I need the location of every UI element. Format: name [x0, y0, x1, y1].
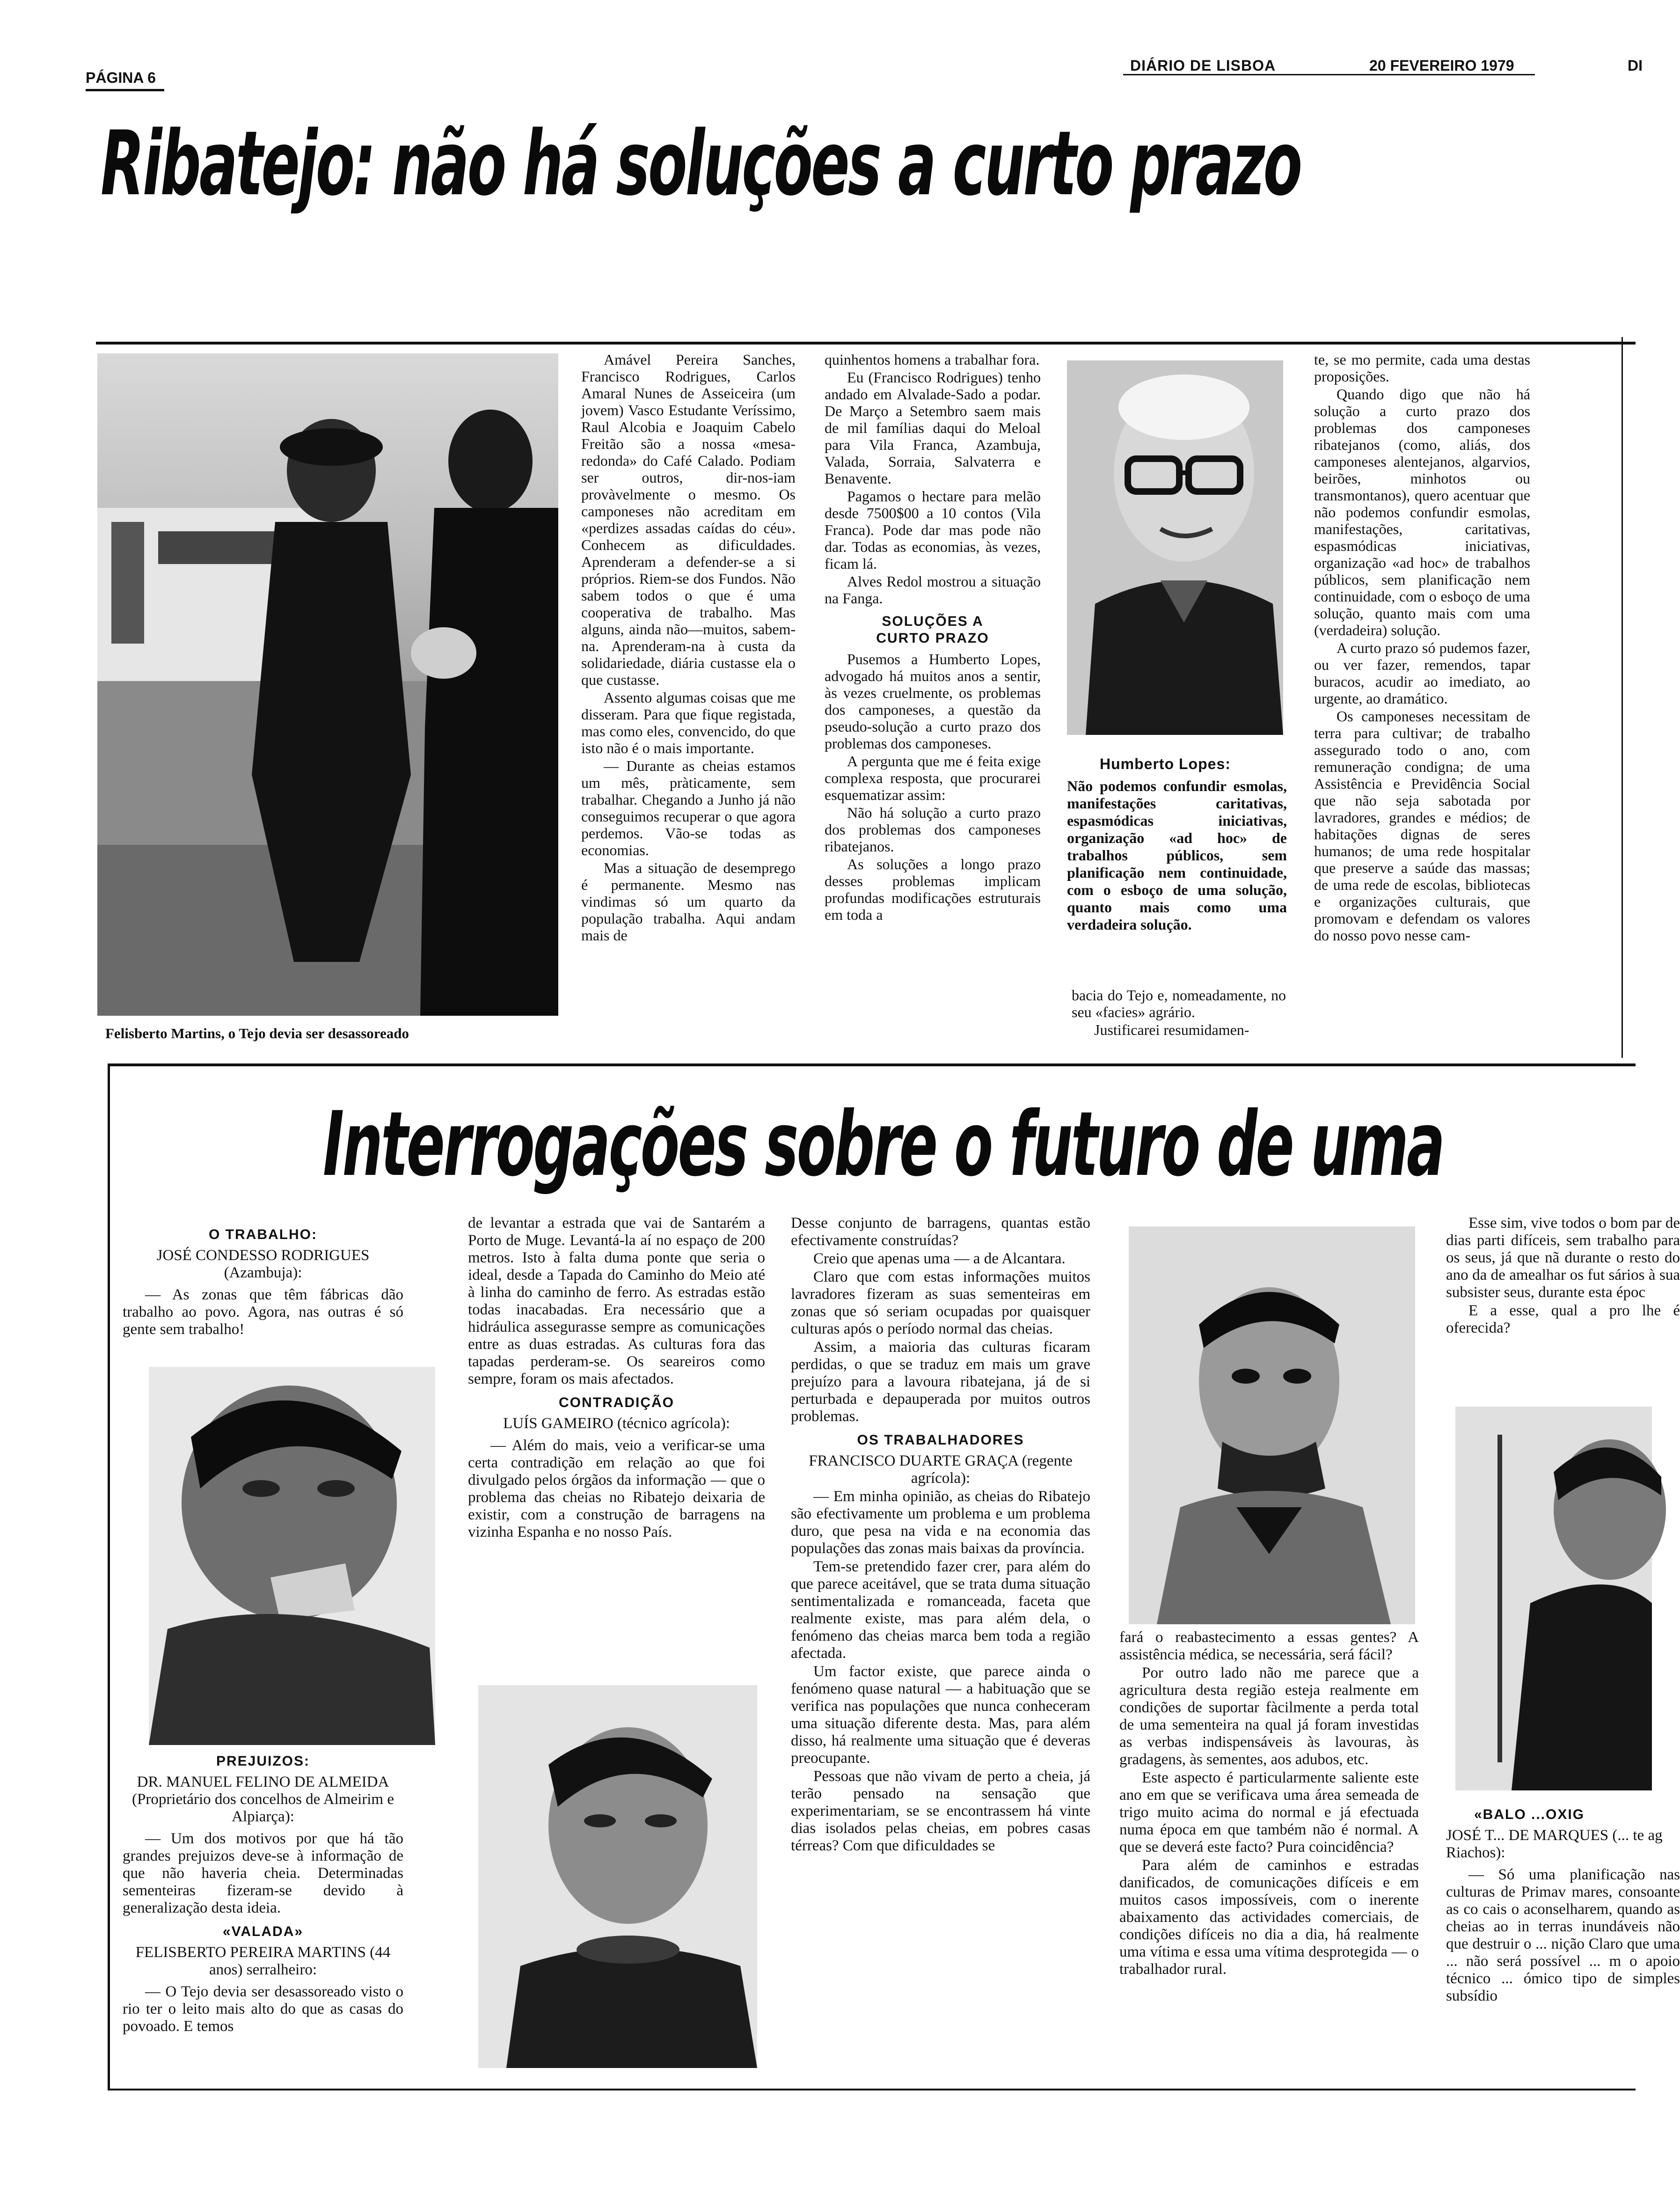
text-paragraph: — Em minha opinião, as cheias do Ribatejo são efectivamente um problema e um problema duro, que pesa na vida e na economia das populações das zonas mais baixas da província.	[791, 1488, 1090, 1557]
header-rule	[1123, 74, 1535, 75]
article1-headline: Ribatejo: não há soluções a curto prazo	[101, 112, 1301, 215]
page-number: PÁGINA 6	[86, 69, 156, 86]
text-paragraph: Claro que com estas informações muitos lavradores fizeram as suas sementeiras em zonas que só seriam ocupadas por quaisquer culturas após o período normal das cheias.	[791, 1269, 1090, 1337]
text-paragraph: Este aspecto é particularmente saliente este ano em que se verificava uma área semeada de trigo muito acima do normal e já efectuada numa época em que também não é normal. A que se deverá este facto? Pura coincidência?	[1119, 1769, 1419, 1855]
text-paragraph: Desse conjunto de barragens, quantas estão efectivamente construídas?	[791, 1215, 1090, 1249]
interviewee-name: FRANCISCO DUARTE GRAÇA (regente agrícola):	[809, 1452, 1073, 1487]
text-paragraph: — Além do mais, veio a verificar-se uma certa contradição em relação ao que foi divulgado pelos órgãos da informação — que o problema das cheias no Ribatejo deixaria de existir, com a construção de barragens na vizinha Espanha e no nosso País.	[468, 1437, 765, 1540]
text-paragraph: Pusemos a Humberto Lopes, advogado há muitos anos a sentir, às vezes cruelmente, os problemas dos camponeses, a questão da pseudo-solução a curto prazo dos problemas dos camponeses.	[825, 651, 1041, 752]
subheading-balo: «BALO ...OXIG	[1474, 1807, 1585, 1822]
text-paragraph: Esse sim, vive todos o bom par de dias parti difíceis, sem trabalho para os seus, já que nã durante o resto do ano da de amealhar os fut sários à sua subsister seus, durante esta époc	[1446, 1215, 1680, 1301]
page-number-underline	[86, 89, 164, 91]
article2-column-5	[1446, 1215, 1680, 1338]
text-paragraph: Um factor existe, que parece ainda o fenómeno quase natural — a habituação que se verifica nas populações que nunca conheceram uma situação diferente desta. Mas, para além disso, há realmente uma situação que é deveras preocupante.	[791, 1663, 1090, 1767]
interviewee-name: LUÍS GAMEIRO (técnico agrícola):	[503, 1415, 730, 1432]
text-paragraph: Assento algumas coisas que me disseram. Para que fique registada, mas como eles, convencido, do que isto não é o mais importante.	[581, 689, 796, 756]
article2-top-rule	[108, 1063, 1636, 1066]
text-paragraph: E a esse, qual a pro lhe é oferecida?	[1446, 1302, 1680, 1336]
text-paragraph: Para além de caminhos e estradas danificados, de comunicações difíceis e em muitos casos impossíveis, com o inerente abaixamento das actividades comerciais, de condições difíceis no dia a dia, há realmente uma vítima e essa uma vítima desprotegida — o trabalhador rural.	[1119, 1857, 1419, 1978]
photo-jose-marques-illustration	[1455, 1407, 1652, 1790]
interviewee-name: JOSÉ CONDESSO RODRIGUES (Azambuja):	[156, 1247, 370, 1281]
text-paragraph: — Só uma planificação nas culturas de Primav mares, consoante as co cais o aconselharem, quando as cheias ao in terras inundáveis não que destruir o ... nição Claro que uma ... não será possível ... m o apoio técnico ... ómico tipo de simples subsídio	[1446, 1866, 1680, 2004]
edge-fragment: DI	[1628, 57, 1643, 74]
text-paragraph: Amável Pereira Sanches, Francisco Rodrigues, Carlos Amaral Nunes de Asseiceira (um jovem) Vasco Estudante Veríssimo, Raul Alcobia e Joaquim Cabelo Freitão são a nossa «mesa-redonda» do Café Calado. Podiam ser outros, dir-nos-iam provàvelmente o mesmo. Os camponeses não acreditam em «perdizes assadas caídas do céu». Conhecem as dificuldades. Aprenderam a defender-se a si próprios. Riem-se dos Fundos. Não sabem todos o que é uma cooperativa de trabalho. Mas alguns, ainda não—muitos, sabem-na. Aprenderam-na à custa da solidariedade, diária custasse ela o que custasse.	[581, 351, 796, 688]
photo-jose-marques	[1455, 1407, 1652, 1790]
text-paragraph: A curto prazo só pudemos fazer, ou ver fazer, remendos, tapar buracos, acudir ao imediato, ao urgente, ao dramático.	[1314, 639, 1530, 707]
photo-luis-gameiro-illustration	[478, 1685, 757, 2068]
article2-headline: Interrogações sobre o futuro de uma	[323, 1093, 1444, 1196]
photo-felisberto-illustration	[97, 353, 558, 1016]
photo-luis-gameiro	[478, 1685, 757, 2068]
subheading-trabalho: O TRABALHO:	[209, 1227, 317, 1242]
photo-jose-condesso	[149, 1367, 435, 1745]
photo-francisco-illustration	[1129, 1226, 1415, 1624]
photo-francisco-duarte-graca	[1129, 1226, 1415, 1624]
humberto-quote-box	[1067, 749, 1287, 933]
article2-column-4	[1119, 1629, 1419, 1979]
article2-column-5-clip	[1446, 1215, 1680, 2090]
photo1-caption: Felisberto Martins, o Tejo devia ser desassoreado	[105, 1025, 409, 1041]
text-paragraph: fará o reabastecimento a essas gentes? A assistência médica, se necessária, será fácil?	[1119, 1629, 1419, 1663]
text-paragraph: quinhentos homens a trabalhar fora.	[825, 351, 1040, 368]
article2-left-rule	[108, 1063, 110, 2089]
text-paragraph: — Um dos motivos por que há tão grandes prejuizos deve-se à informação de que não haveria cheia. Determinadas sementeiras fizeram-se devido à generalização desta ideia.	[123, 1830, 403, 1916]
photo-jose-condesso-illustration	[149, 1367, 435, 1745]
text-paragraph: Pagamos o hectare para melão desde 7500$00 a 10 contos (Vila Franca). Pode dar mas pode não dar. Todas as economias, às vezes, ficam lá.	[825, 488, 1041, 572]
article1-column-4	[1314, 351, 1530, 945]
article1-column-2	[825, 351, 1041, 924]
newspaper-name: DIÁRIO DE LISBOA	[1130, 57, 1276, 74]
article2-column-3	[791, 1215, 1090, 1855]
text-paragraph: Assim, a maioria das culturas ficaram perdidas, o que se traduz em mais um grave prejuízo para a lavoura ribatejana, já de si perturbada e depauperada por muitos outros problemas.	[791, 1339, 1090, 1425]
quote-text: Não podemos confundir esmolas, manifestações caritativas, espasmódicas iniciativas, organização «ad hoc» de trabalhos públicos, sem planificação nem continuidade, com o esboço de uma solução, quanto mais como uma verdadeira solução.	[1067, 777, 1287, 933]
text-paragraph: Quando digo que não há solução a curto prazo dos problemas dos camponeses ribatejanos (como, aliás, dos camponeses alentejanos, algarvios, beirões, minhotos ou transmontanos), quero acentuar que não podemos confundir esmolas, manifestações, caritativas, espasmódicas iniciativas, organização «ad hoc» de trabalhos públicos, sem planificação nem continuidade, com o esboço de uma solução, quanto mais com uma (verdadeira) solução.	[1314, 386, 1530, 638]
text-paragraph: — Durante as cheias estamos um mês, pràticamente, sem trabalhar. Chegando a Junho já não conseguimos recuperar o que agora perdemos. Vão-se todas as economias.	[581, 757, 796, 858]
text-paragraph: te, se mo permite, cada uma destas proposições.	[1314, 351, 1530, 385]
text-paragraph: Pessoas que não vivam de perto a cheia, já terão pensado na sensação que experimentariam, se se encontrassem há vinte dias isolados pelas cheias, em pobres casas térreas? Com que dificuldades se	[791, 1768, 1090, 1854]
issue-date: 20 FEVEREIRO 1979	[1369, 57, 1514, 74]
text-paragraph: Mas a situação de desemprego é permanente. Mesmo nas vindimas só um quarto da população trabalha. Aqui andam mais de	[581, 859, 796, 944]
text-paragraph: Justificarei resumidamen-	[1094, 1021, 1249, 1038]
text-paragraph: Creio que apenas uma — a de Alcantara.	[813, 1250, 1066, 1267]
article1-column-1	[581, 351, 796, 945]
subheading-prejuizos: PREJUIZOS:	[216, 1753, 310, 1769]
article2-column-1	[123, 1226, 403, 1339]
subheading-valada: «VALADA»	[222, 1924, 304, 1939]
article2-column-2	[468, 1215, 765, 1542]
right-margin-rule	[1622, 337, 1623, 1058]
text-paragraph: — As zonas que têm fábricas dão trabalho ao povo. Agora, nas outras é só gente sem trabalho!	[123, 1286, 403, 1338]
text-paragraph: bacia do Tejo e, nomeadamente, no seu «facies» agrário.	[1072, 987, 1286, 1020]
article1-top-rule	[96, 342, 1636, 345]
quote-name: Humberto Lopes:	[1100, 755, 1231, 772]
interviewee-name: FELISBERTO PEREIRA MARTINS (44 anos) serralheiro:	[135, 1944, 391, 1978]
text-paragraph: As soluções a longo prazo desses problemas implicam profundas modificações estruturais em toda a	[825, 856, 1041, 923]
text-paragraph: Não há solução a curto prazo dos problemas dos camponeses ribatejanos.	[825, 804, 1041, 855]
interviewee-name: DR. MANUEL FELINO DE ALMEIDA (Proprietário dos concelhos de Almeirim e Alpiarça):	[132, 1774, 394, 1825]
photo-humberto-illustration	[1067, 360, 1283, 735]
page-bottom-rule	[108, 2089, 1636, 2090]
subheading-contradicao: CONTRADIÇÃO	[559, 1395, 674, 1410]
article1-column-3-bottom	[1072, 987, 1286, 1039]
text-paragraph: Eu (Francisco Rodrigues) tenho andado em Alvalade-Sado a podar. De Março a Setembro saem mais de mil famílias daqui do Meloal para Vila Franca, Azambuja, Valada, Sorraia, Salvaterra e Benavente.	[825, 369, 1041, 487]
article2-column-1b	[123, 1753, 403, 2036]
text-paragraph: Por outro lado não me parece que a agricultura desta região esteja realmente em condições de suportar fàcilmente a perda total de uma sementeira na qual já foram investidas as verbas indispensáveis às lavouras, às gradagens, às sementes, aos adubos, etc.	[1119, 1665, 1419, 1768]
text-paragraph: — O Tejo devia ser desassoreado visto o rio ter o leito mais alto do que as casas do povoado. E temos	[123, 1983, 403, 2035]
photo-felisberto-martins	[97, 353, 558, 1016]
text-paragraph: Alves Redol mostrou a situação na Fanga.	[825, 573, 1041, 607]
text-paragraph: Os camponeses necessitam de terra para cultivar; de trabalho assegurado todo o ano, com remuneração condigna; de uma Assistência e Previdência Social que não seja sabotada por lavradores, grandes e médios; de habitações dignas de seres humanos; de uma rede hospitalar que preserve a saúde das massas; de uma rede de escolas, bibliotecas e organizações culturais, que promovam e defendam os valores do nosso povo nesse cam-	[1314, 708, 1530, 944]
text-paragraph: Tem-se pretendido fazer crer, para além do que parece aceitável, que se trata duma situação sentimentalizada e romanceada, faceta que realmente existe, mas para além dela, o fenómeno das cheias marca bem toda a região afectada.	[791, 1558, 1090, 1662]
interviewee-name: JOSÉ T... DE MARQUES (... te ag Riachos):	[1446, 1827, 1663, 1861]
subheading-solucoes: SOLUÇÕES A CURTO PRAZO	[876, 614, 989, 646]
subheading-trabalhadores: OS TRABALHADORES	[857, 1432, 1024, 1448]
text-paragraph: A pergunta que me é feita exige complexa resposta, que procurarei esquematizar assim:	[825, 753, 1041, 803]
text-paragraph: de levantar a estrada que vai de Santarém a Porto de Muge. Levantá-la aí no espaço de 200 metros. Isto à falta duma ponte que seria o ideal, desde a Tapada do Caminho do Meio até à linha do caminho de ferro. As estradas estão todas inacabadas. Era necessário que a hidráulica assegurasse sempre as comunicações entre as duas estradas. As culturas fora das tapadas perderam-se. Os seareiros como sempre, foram os mais afectados.	[468, 1215, 765, 1387]
photo-humberto-lopes	[1067, 360, 1283, 735]
article2-column-5b	[1446, 1800, 1680, 2006]
